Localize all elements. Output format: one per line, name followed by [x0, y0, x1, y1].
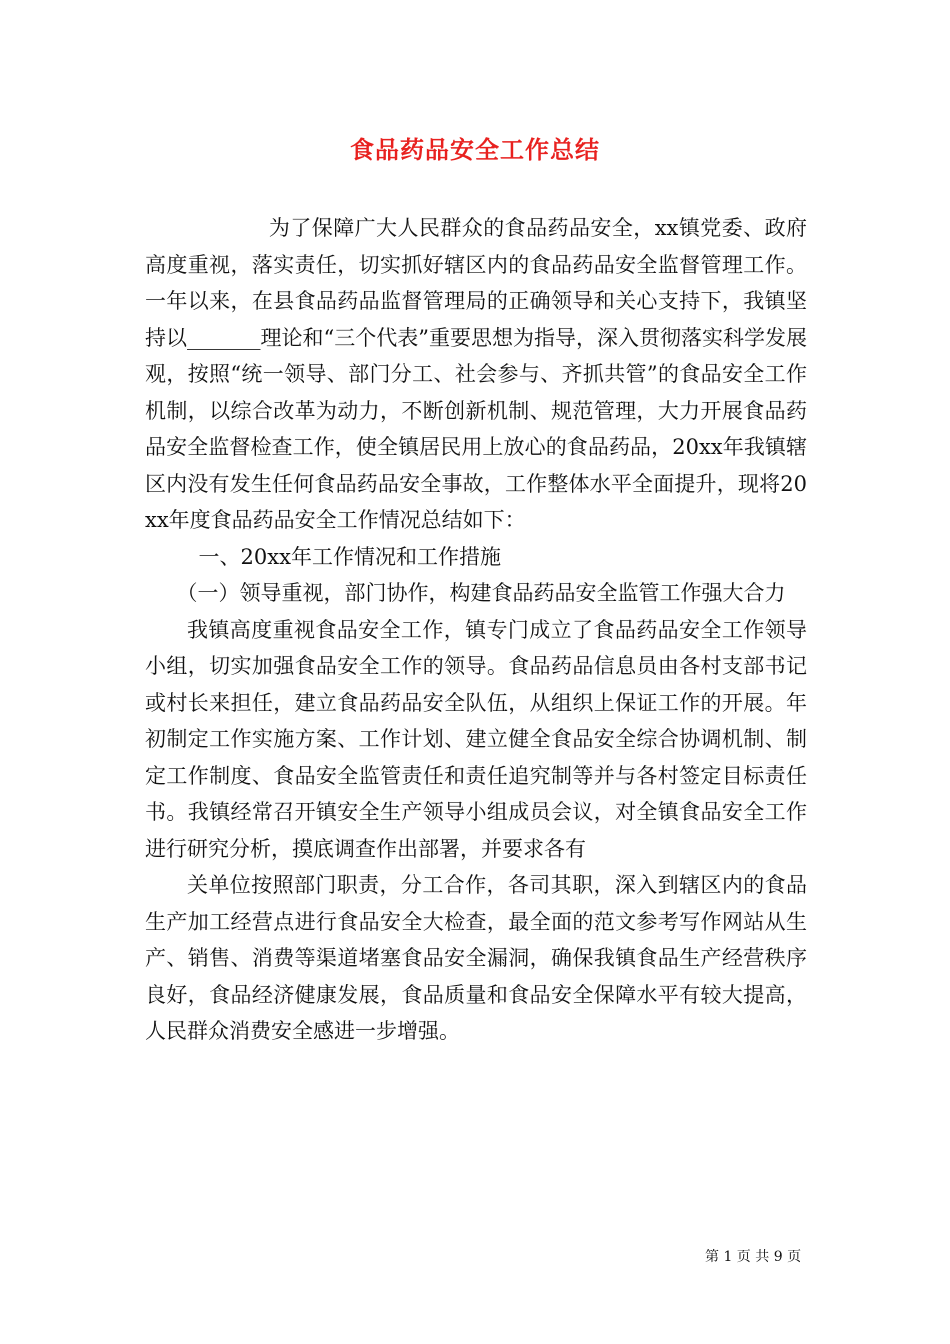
- intro-paragraph: 为了保障广大人民群众的食品药品安全，xx镇党委、政府高度重视，落实责任，切实抓好辖区内的食品药品安全监督管理工作。一年以来，在县食品药品监督管理局的正确领导和关心支持下，我镇坚持以_______理论和“三个代表”重要思想为指导，深入贯彻落实科学发展观，按照“统一领导、部门分工、社会参与、齐抓共管”的食品安全工作机制，以综合改革为动力，不断创新机制、规范管理，大力开展食品药品安全监督检查工作，使全镇居民用上放心的食品药品，20xx年我镇辖区内没有发生任何食品药品安全事故，工作整体水平全面提升，现将20xx年度食品药品安全工作情况总结如下：: [145, 216, 807, 532]
- document-body: [145, 210, 807, 1050]
- body-paragraph: 我镇高度重视食品安全工作，镇专门成立了食品药品安全工作领导小组，切实加强食品安全工作的领导。食品药品信息员由各村支部书记或村长来担任，建立食品药品安全队伍，从组织上保证工作的开展。年初制定工作实施方案、工作计划、建立健全食品安全综合协调机制、制定工作制度、食品安全监管责任和责任追究制等并与各村签定目标责任书。我镇经常召开镇安全生产领导小组成员会议，对全镇食品安全工作进行研究分析，摸底调查作出部署，并要求各有: [145, 617, 807, 861]
- document-title: 食品药品安全工作总结: [350, 135, 600, 164]
- subsection-heading: （一）领导重视，部门协作，构建食品药品安全监管工作强大合力: [176, 581, 786, 605]
- page-number: 第 1 页 共 9 页: [705, 1249, 802, 1265]
- body-paragraph: 关单位按照部门职责，分工合作，各司其职，深入到辖区内的食品生产加工经营点进行食品安全大检查，最全面的范文参考写作网站从生产、销售、消费等渠道堵塞食品安全漏洞，确保我镇食品生产经营秩序良好，食品经济健康发展，食品质量和食品安全保障水平有较大提高，人民群众消费安全感进一步增强。: [145, 873, 807, 1043]
- section-heading: 一、20xx年工作情况和工作措施: [198, 544, 501, 569]
